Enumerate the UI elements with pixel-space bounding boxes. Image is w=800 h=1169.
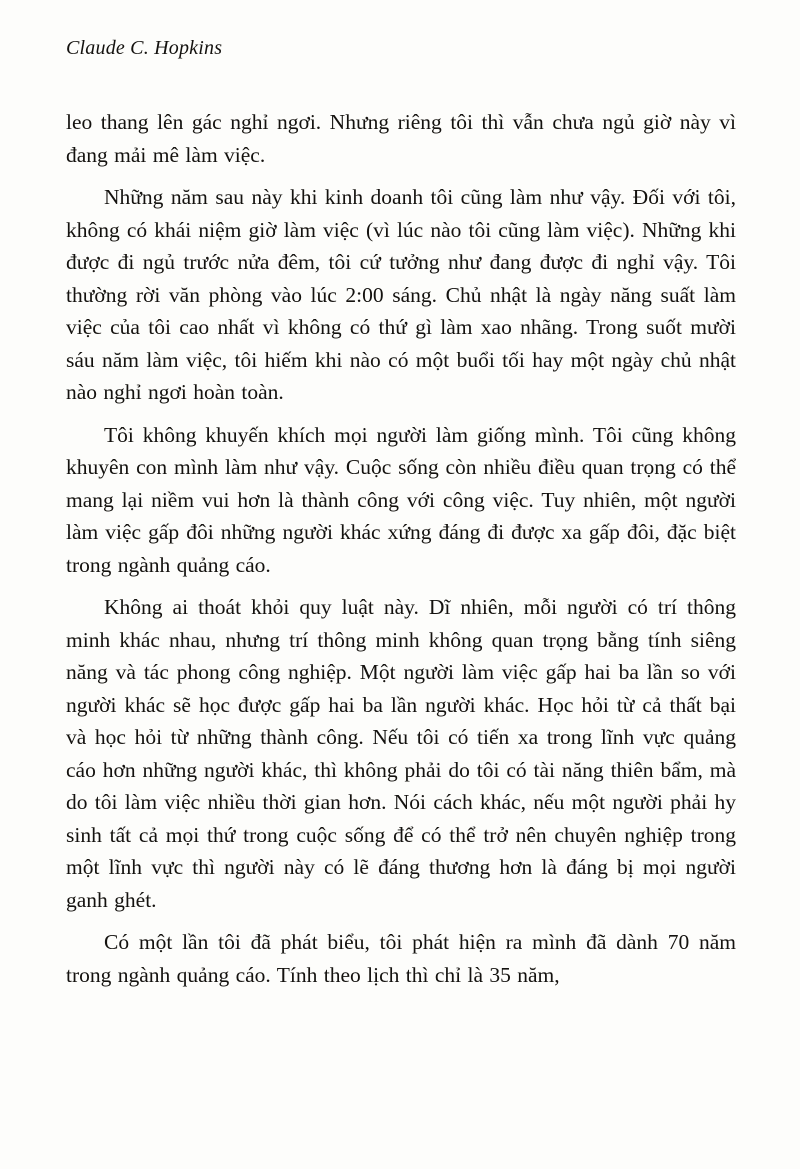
paragraph: Tôi không khuyến khích mọi người làm giống mình. Tôi cũng không khuyên con mình làm như vậy. Cuộc sống còn nhiều điều quan trọng có thể mang lại niềm vui hơn là thành công với công việc. Tuy nhiên, một người làm việc gấp đôi những người khác xứng đáng đi được xa gấp đôi, đặc biệt trong ngành quảng cáo. [66, 422, 736, 577]
paragraph: Có một lần tôi đã phát biểu, tôi phát hiện ra mình đã dành 70 năm trong ngành quảng cáo. Tính theo lịch thì chỉ là 35 năm, [66, 930, 736, 987]
paragraph: Những năm sau này khi kinh doanh tôi cũng làm như vậy. Đối với tôi, không có khái niệm giờ làm việc (vì lúc nào tôi cũng làm việc). Những khi được đi ngủ trước nửa đêm, tôi cứ tưởng như đang được đi nghỉ vậy. Tôi thường rời văn phòng vào lúc 2:00 sáng. Chủ nhật là ngày năng suất làm việc của tôi cao nhất vì không có thứ gì làm xao nhãng. Trong suốt mười sáu năm làm việc, tôi hiếm khi nào có một buổi tối hay một ngày chủ nhật nào nghỉ ngơi hoàn toàn. [66, 185, 736, 404]
paragraph: Không ai thoát khỏi quy luật này. Dĩ nhiên, mỗi người có trí thông minh khác nhau, nhưng trí thông minh không quan trọng bằng tính siêng năng và tác phong công nghiệp. Một người làm việc gấp hai ba lần so với người khác sẽ học được gấp hai ba lần người khác. Học hỏi từ cả thất bại và học hỏi từ những thành công. Nếu tôi có tiến xa trong lĩnh vực quảng cáo hơn những người khác, thì không phải do tôi có tài năng thiên bẩm, mà do tôi làm việc nhiều thời gian hơn. Nói cách khác, nếu một người phải hy sinh tất cả mọi thứ trong cuộc sống để có thể trở nên chuyên nghiệp trong một lĩnh vực thì người này có lẽ đáng thương hơn là đáng bị mọi người ganh ghét. [66, 595, 736, 912]
paragraph: leo thang lên gác nghỉ ngơi. Nhưng riêng tôi thì vẫn chưa ngủ giờ này vì đang mải mê làm việc. [66, 110, 736, 167]
page-body [66, 106, 736, 991]
running-header-author: Claude C. Hopkins [66, 37, 223, 59]
